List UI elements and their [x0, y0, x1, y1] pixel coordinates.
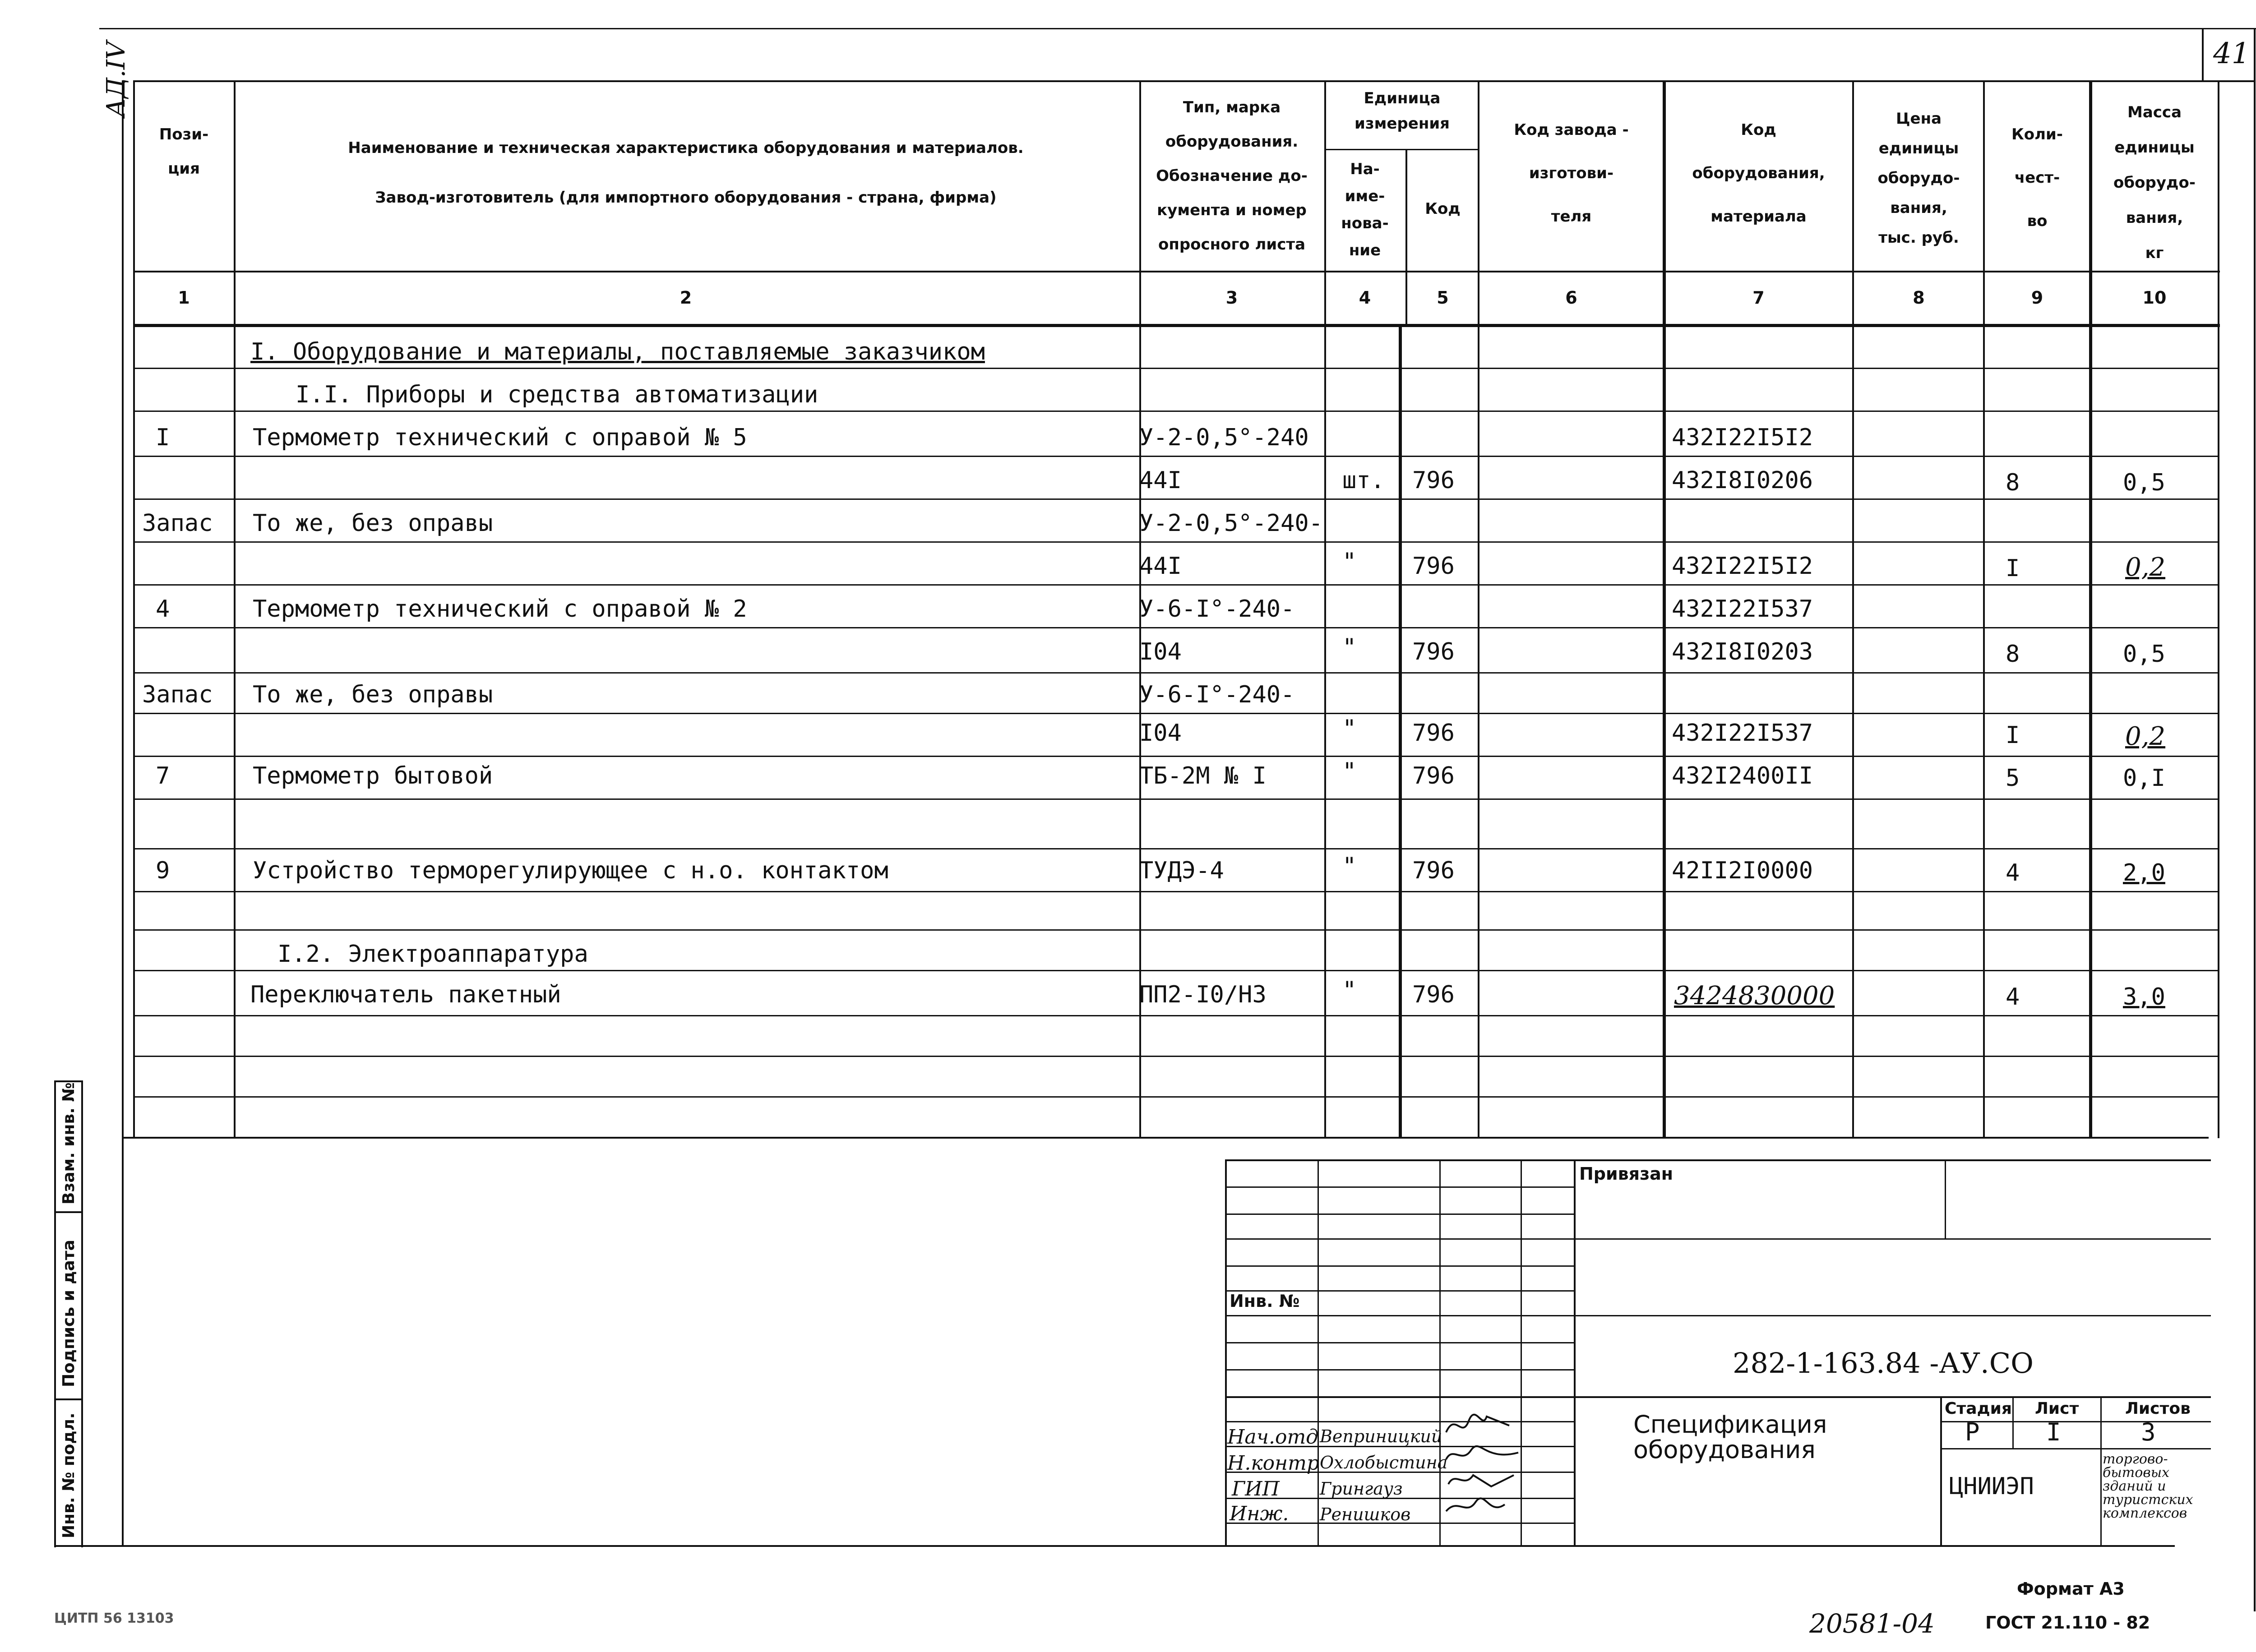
header-mass: Масса единицы оборудо- вания, кг: [2113, 103, 2196, 262]
tb-row: [1225, 1315, 2211, 1316]
signer-name: Веприницкий: [1320, 1426, 1442, 1446]
row-line: [133, 891, 2218, 892]
header-unit-group: Единица измерения: [1355, 89, 1450, 133]
col-line-9: [1983, 80, 1985, 1138]
row-line: [133, 1056, 2218, 1057]
tb-row: [1225, 1265, 1575, 1267]
row-line: [133, 713, 2218, 714]
row-line: [133, 798, 2218, 800]
col-number: 9: [2031, 288, 2043, 308]
stage-block-col2: [2100, 1396, 2102, 1546]
title-block-col-b: [1439, 1159, 1441, 1546]
sheet-value: I: [2046, 1418, 2061, 1446]
col-line-8: [1852, 80, 1854, 1138]
signer-role: Инж.: [1230, 1502, 1289, 1525]
signer-name: Ренишков: [1320, 1504, 1411, 1524]
sheets-value: 3: [2141, 1418, 2156, 1446]
table-row-subsection-title: I.2. Электроаппаратура: [277, 941, 588, 968]
sheet-number: 41: [2213, 37, 2250, 70]
col-line-1: [133, 80, 135, 1138]
row-position: 4: [156, 595, 170, 623]
row-quantity: 5: [2006, 765, 2020, 792]
row-name: Переключатель пакетный: [250, 981, 561, 1008]
signer-name: Грингауз: [1320, 1479, 1403, 1499]
col-number: 10: [2142, 288, 2167, 308]
row-line: [133, 456, 2218, 457]
col-number: 8: [1913, 288, 1925, 308]
side-mark: АД.IV: [102, 41, 131, 117]
signature-scribbles: [1442, 1407, 1523, 1543]
row-unit: ": [1342, 977, 1357, 1004]
row-mass: 2,0: [2123, 859, 2165, 886]
row-type: ПП2-I0/Н3: [1139, 981, 1267, 1008]
bottom-left-code: ЦИТП 56 13103: [54, 1610, 174, 1626]
stage-block-row2: [1940, 1448, 2211, 1449]
left-stamp-line-inner: [81, 1080, 83, 1547]
left-stamp-div-2: [54, 1398, 83, 1400]
row-position: Запас: [142, 681, 213, 708]
left-border-line: [122, 80, 124, 1546]
row-name: Термометр бытовой: [253, 762, 493, 789]
signer-role: Нач.отд: [1227, 1426, 1319, 1449]
inv-no-label: Инв. №: [1230, 1291, 1300, 1311]
stage-value: Р: [1965, 1418, 1980, 1446]
row-unit: шт.: [1342, 467, 1385, 494]
row-type: 44I: [1139, 467, 1182, 494]
col-line-11: [2218, 80, 2219, 1138]
row-line: [133, 1015, 2218, 1016]
signature-1: [1446, 1415, 1509, 1432]
right-border-line: [2254, 28, 2256, 1611]
signer-name: Охлобыстина: [1320, 1453, 1448, 1472]
top-border-line: [99, 28, 2256, 29]
row-position: I: [156, 424, 170, 451]
col-line-6: [1478, 80, 1479, 1138]
row-line: [133, 970, 2218, 971]
row-equipment-code: 432I8I0203: [1672, 638, 1813, 665]
header-bottom-line: [133, 271, 2220, 272]
left-stamp-div-1: [54, 1211, 83, 1213]
col-number: 3: [1225, 288, 1238, 308]
col-number: 1: [178, 288, 190, 308]
row-quantity: 4: [2006, 859, 2020, 886]
title-block-privyazan-sep: [1945, 1159, 1946, 1238]
row-unit-code: 796: [1412, 720, 1455, 747]
row-type: У-2-0,5°-240: [1139, 424, 1309, 451]
table-bottom-line: [122, 1137, 2209, 1139]
row-line: [133, 929, 2218, 931]
title-block-col-d: [1574, 1159, 1576, 1546]
tb-row: [1225, 1214, 1575, 1215]
privyazan-label: Привязан: [1579, 1164, 1674, 1184]
row-type: ТБ-2М № I: [1139, 762, 1267, 789]
col-number: 2: [680, 288, 692, 308]
row-line: [133, 498, 2218, 500]
col-number: 7: [1752, 288, 1765, 308]
row-name: Термометр технический с оправой № 5: [253, 424, 747, 451]
row-position: 9: [156, 857, 170, 884]
row-type: I04: [1139, 638, 1182, 665]
row-equipment-code: 432I22I537: [1672, 720, 1813, 747]
row-line: [133, 756, 2218, 757]
signer-role: Н.контр: [1227, 1452, 1319, 1475]
title-block-top: [1225, 1159, 2211, 1161]
row-unit-code: 796: [1412, 467, 1455, 494]
table-row-section-title: I. Оборудование и материалы, поставляемые заказчиком: [250, 338, 985, 365]
row-equipment-code: 432I22I5I2: [1672, 553, 1813, 580]
row-mass: 0,I: [2123, 765, 2165, 792]
header-position: Пози- ция: [159, 125, 209, 178]
col-number: 6: [1565, 288, 1577, 308]
row-line: [133, 848, 2218, 849]
row-unit-code: 796: [1412, 762, 1455, 789]
header-name-line1: Наименование и техническая характеристика оборудования и материалов.: [348, 139, 1024, 157]
organization: ЦНИИЭП: [1949, 1473, 2034, 1500]
tb-row: [1225, 1186, 1575, 1188]
tb-row: [1225, 1369, 1575, 1371]
row-mass: 0,5: [2123, 469, 2165, 496]
row-line: [133, 541, 2218, 543]
row-quantity: 8: [2006, 641, 2020, 668]
format-label: Формат А3: [2017, 1579, 2125, 1599]
left-stamp-sign-date: Подпись и дата: [60, 1240, 78, 1387]
row-quantity: 8: [2006, 469, 2020, 496]
tb-row: [1225, 1238, 2211, 1240]
col-line-5: [1405, 149, 1407, 327]
sheet-label: Лист: [2035, 1399, 2079, 1418]
signature-2: [1446, 1446, 1518, 1459]
header-name-line2: Завод-изготовитель (для импортного оборудования - страна, фирма): [375, 189, 997, 207]
header-unit-name: На- име- нова- ние: [1341, 160, 1389, 259]
col-number: 4: [1359, 288, 1371, 308]
row-equipment-code: 432I2400II: [1672, 762, 1813, 789]
row-line: [133, 584, 2218, 586]
row-unit-code: 796: [1412, 857, 1455, 884]
row-type: У-6-I°-240-: [1139, 595, 1295, 623]
signature-3: [1448, 1475, 1514, 1486]
row-name: Устройство терморегулирующее с н.о. контактом: [253, 857, 888, 884]
tb-row-main: [1225, 1396, 2211, 1398]
row-mass: 0,2: [2125, 722, 2166, 751]
row-unit-code: 796: [1412, 981, 1455, 1008]
document-code: 282-1-163.84 -АУ.СО: [1733, 1347, 2034, 1380]
row-line: [133, 411, 2218, 412]
row-unit: ": [1342, 548, 1357, 575]
table-row-subsection-title: I.I. Приборы и средства автоматизации: [296, 381, 818, 408]
header-unit-code: Код: [1425, 200, 1461, 218]
row-mass: 3,0: [2123, 983, 2165, 1011]
row-unit-code: 796: [1412, 638, 1455, 665]
row-mass: 0,2: [2125, 553, 2166, 582]
row-name: То же, без оправы: [253, 510, 493, 537]
signer-role: ГИП: [1232, 1477, 1280, 1500]
stage-block-row1: [1940, 1421, 2211, 1422]
row-name: Термометр технический с оправой № 2: [253, 595, 747, 623]
col-line-7: [1663, 80, 1666, 1138]
row-type: 44I: [1139, 553, 1182, 580]
header-type: Тип, марка оборудования. Обозначение до- кумента и номер опросного листа: [1156, 98, 1308, 254]
row-position: Запас: [142, 510, 213, 537]
col-number: 5: [1437, 288, 1449, 308]
row-line: [133, 672, 2218, 674]
row-equipment-code: 432I22I537: [1672, 595, 1813, 623]
stage-block-left: [1940, 1396, 1942, 1546]
row-unit: ": [1342, 634, 1357, 661]
bottom-border-line: [54, 1545, 2175, 1547]
left-stamp-vzam: Взам. инв. №: [60, 1082, 78, 1204]
row-unit: ": [1342, 758, 1357, 785]
sheets-label: Листов: [2125, 1399, 2191, 1418]
unit-group-line: [1324, 149, 1478, 150]
header-factory-code: Код завода - изготови- теля: [1514, 121, 1629, 226]
stage-label: Стадия: [1945, 1399, 2012, 1418]
row-equipment-code: 432I22I5I2: [1672, 424, 1813, 451]
row-line: [133, 1096, 2218, 1098]
signature-4: [1446, 1498, 1505, 1511]
row-unit: ": [1342, 853, 1357, 880]
row-position: 7: [156, 762, 170, 789]
row-type: У-6-I°-240-: [1139, 681, 1295, 708]
tb-row: [1225, 1342, 1575, 1343]
row-quantity: 4: [2006, 983, 2020, 1011]
row-unit-code: 796: [1412, 553, 1455, 580]
table-top-line: [133, 80, 2220, 82]
row-mass: 0,5: [2123, 641, 2165, 668]
row-quantity: I: [2006, 722, 2020, 749]
document-title: Спецификация оборудования: [1633, 1410, 1827, 1464]
row-name: То же, без оправы: [253, 681, 493, 708]
row-line: [133, 368, 2218, 369]
row-equipment-code: 42II2I0000: [1672, 857, 1813, 884]
title-block-left: [1225, 1159, 1227, 1546]
col-line-4: [1324, 80, 1326, 1138]
sheet-number-box-left: [2202, 28, 2204, 81]
left-stamp-line-outer: [54, 1080, 56, 1547]
col-line-2: [234, 80, 236, 1138]
colnum-bottom-line: [133, 324, 2220, 327]
row-equipment-code: 3424830000: [1674, 981, 1835, 1011]
row-line: [133, 627, 2218, 628]
row-type: ТУДЭ-4: [1139, 857, 1224, 884]
order-number: 20581-04: [1809, 1608, 1935, 1639]
row-type: I04: [1139, 720, 1182, 747]
left-stamp-inv-podl: Инв. № подл.: [60, 1412, 78, 1538]
row-quantity: I: [2006, 555, 2020, 582]
gost-label: ГОСТ 21.110 - 82: [1985, 1613, 2150, 1633]
header-equipment-code: Код оборудования, материала: [1692, 121, 1825, 226]
row-unit: ": [1342, 715, 1357, 742]
organization-note: торгово- бытовых зданий и туристских комплексов: [2103, 1451, 2193, 1521]
header-price: Цена единицы оборудо- вания, тыс. руб.: [1877, 110, 1960, 247]
row-equipment-code: 432I8I0206: [1672, 467, 1813, 494]
header-quantity: Коли- чест- во: [2011, 125, 2063, 230]
row-type: У-2-0,5°-240-: [1139, 510, 1323, 537]
title-block-col-a: [1318, 1159, 1319, 1546]
